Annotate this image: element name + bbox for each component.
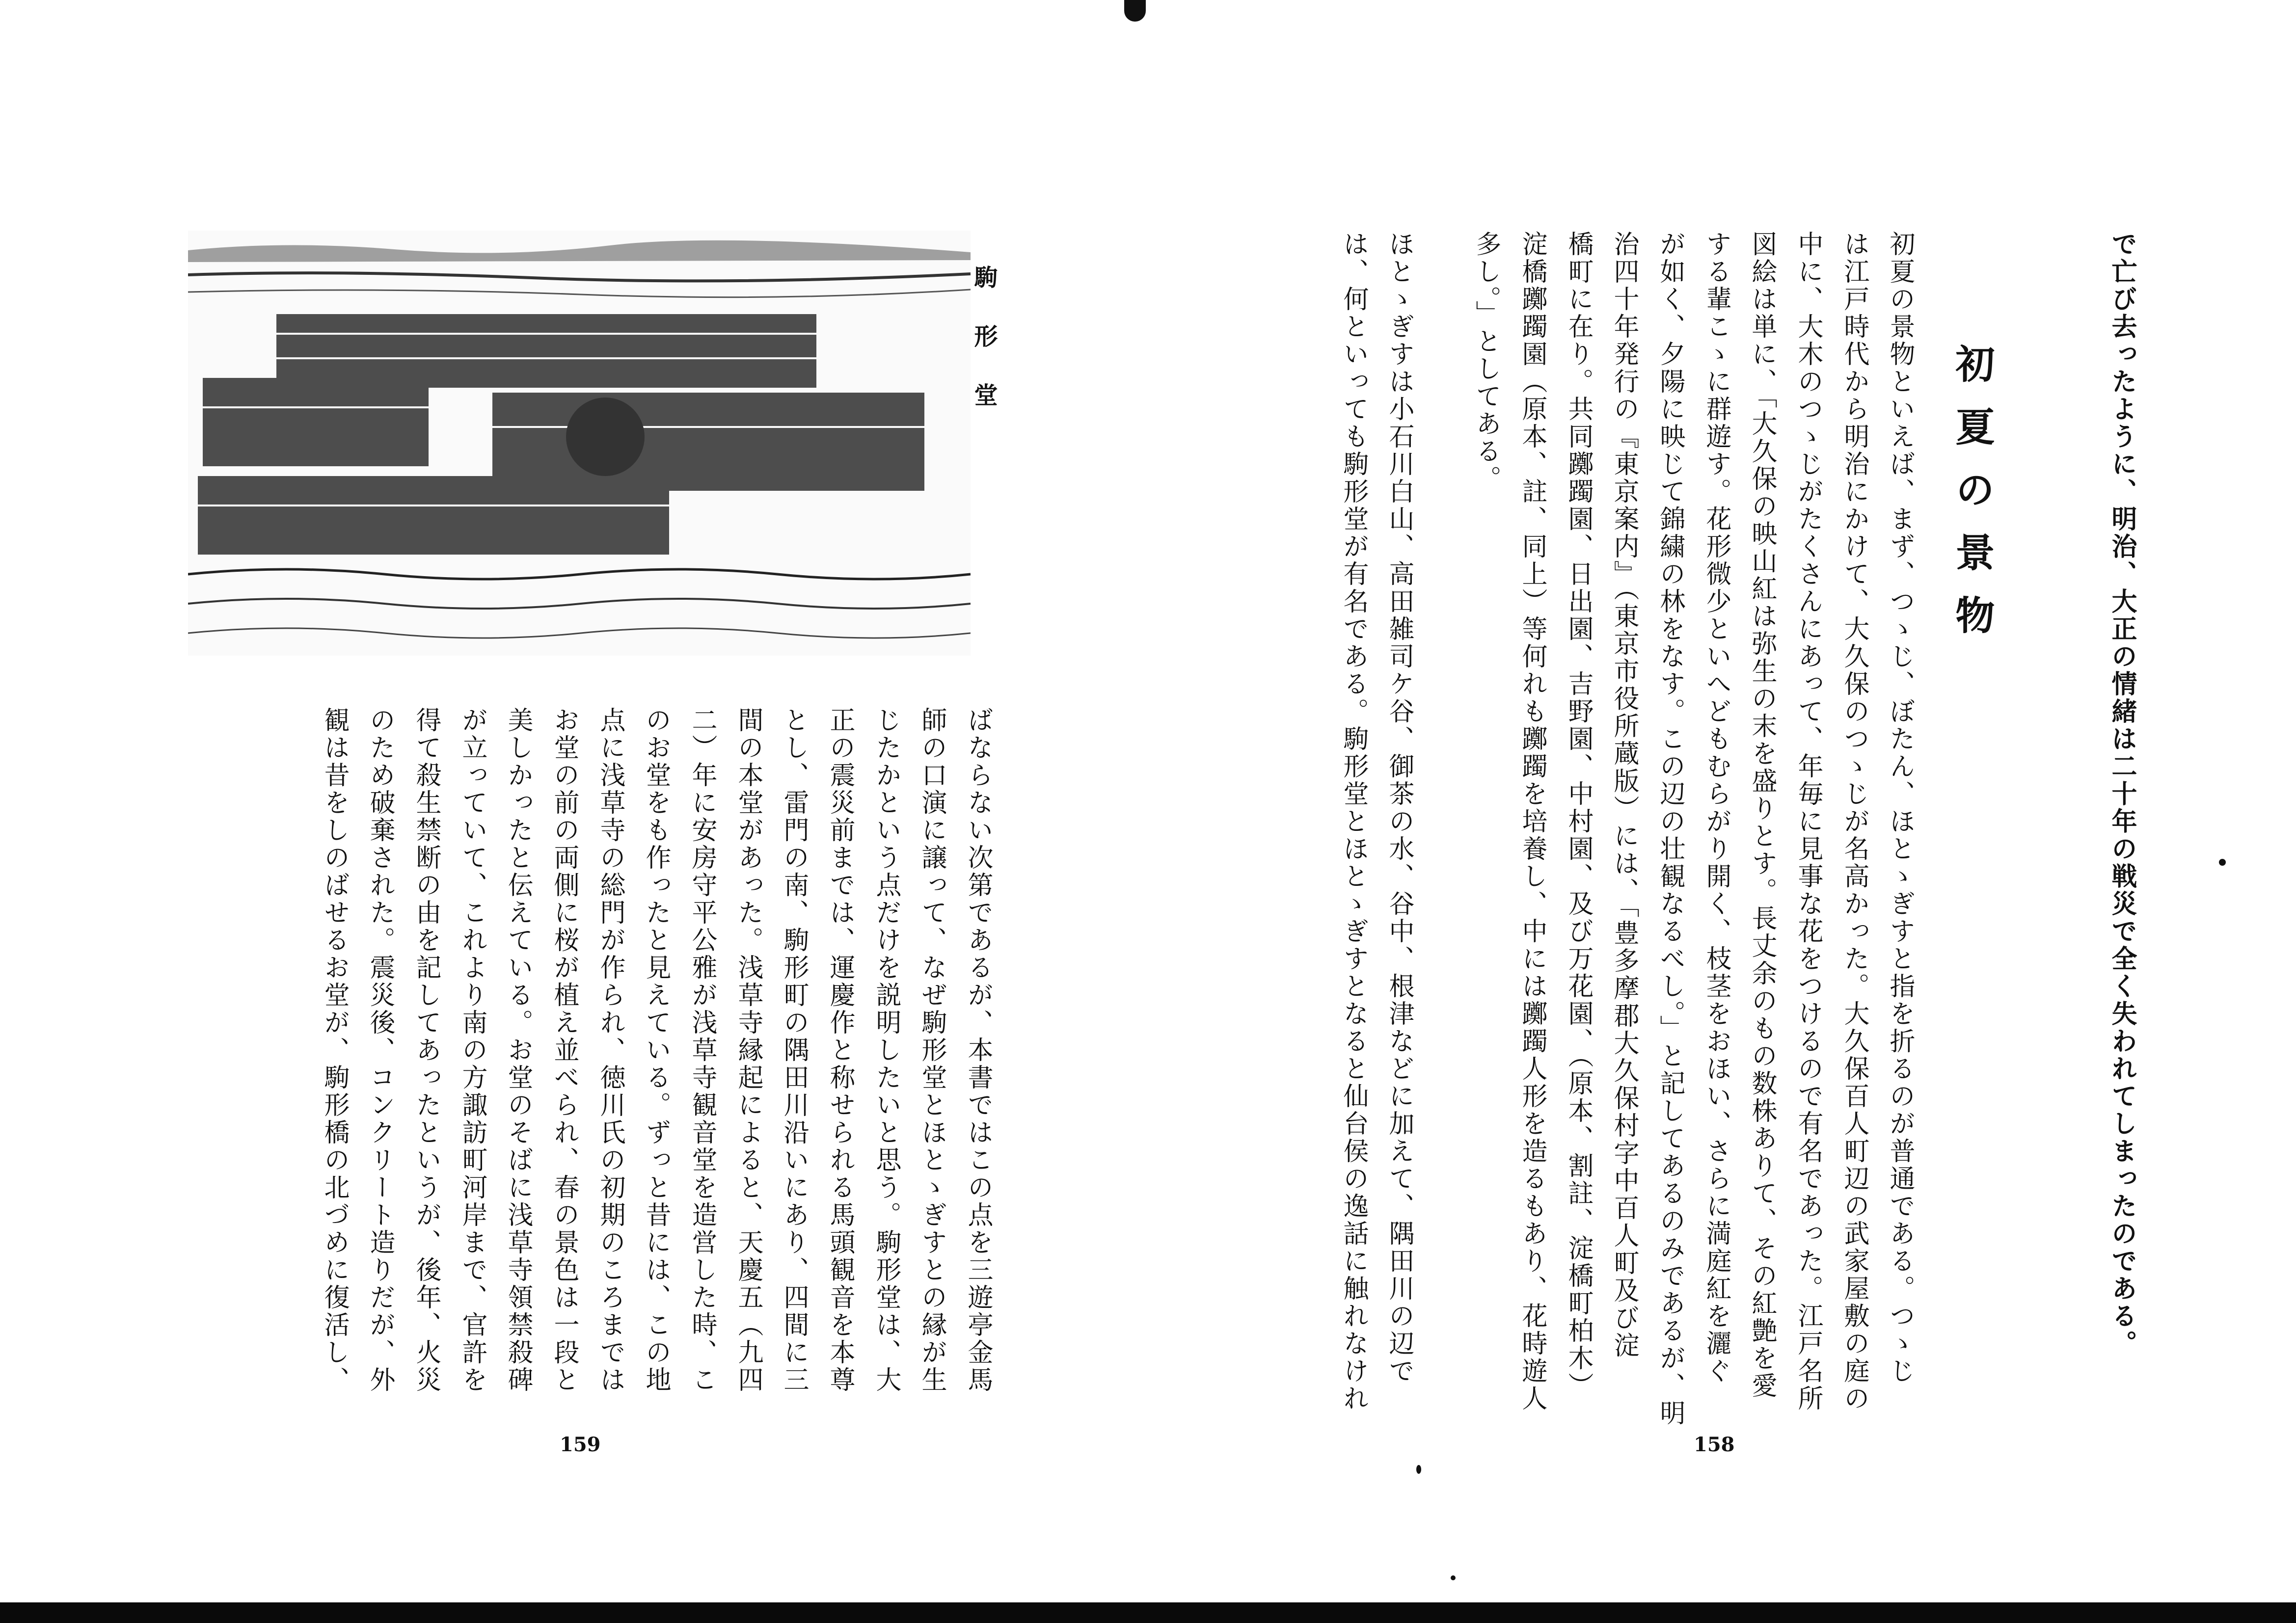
left-line-3: じたかという点だけを説明したいと思う。駒形堂は、大: [871, 707, 901, 1394]
right-line-4: 図絵は単に、「大久保の映山紅は弥生の末を盛りとす。長丈余のもの数株ありて、その紅艶を愛: [1747, 231, 1777, 1400]
right-line-6: が如く、夕陽に映じて錦繍の林をなす。この辺の壮観なるべし。」と記してあるのみであるが、明: [1655, 231, 1685, 1427]
right-line-5: する輩こゝに群遊す。花形微少といへどもむらがり開く、枝茎をおほい、さらに満庭紅を灑ぐ: [1702, 231, 1731, 1385]
right-line-10: 多し。」としてある。: [1471, 231, 1501, 493]
illustration-caption: 駒形堂: [970, 265, 998, 442]
right-line-1: 初夏の景物といえば、まず、つゝじ、ぼたん、ほとゝぎすと指を折るのが普通である。つゝじ: [1885, 231, 1915, 1385]
right-line-12: は、何といっても駒形堂が有名である。駒形堂とほとゝぎすとなると仙台侯の逸話に触れなけれ: [1339, 231, 1368, 1412]
scan-speck-mid: [1416, 1465, 1421, 1474]
left-line-1: ばならない次第であるが、本書ではこの点を三遊亭金馬: [963, 707, 993, 1394]
scan-bottom-edge: [0, 1602, 2296, 1623]
page-number-right: 158: [1694, 1433, 1735, 1456]
left-line-4: 正の震災前までは、運慶作と称せられる馬頭観音を本尊: [825, 707, 855, 1394]
right-line-3: 中に、大木のつゝじがたくさんにあって、年毎に見事な花をつけるので有名であった。江戸名所: [1793, 231, 1823, 1412]
left-line-2: 師の口演に譲って、なぜ駒形堂とほとゝぎすとの縁が生: [917, 707, 946, 1394]
left-line-11: 美しかったと伝えている。お堂のそばに浅草寺領禁殺碑: [503, 707, 533, 1394]
right-line-2: は江戸時代から明治にかけて、大久保のつゝじが名高かった。大久保百人町辺の武家屋敷の庭の: [1839, 231, 1869, 1412]
right-line-11: ほとゝぎすは小石川白山、高田雑司ケ谷、御茶の水、谷中、根津などに加えて、隅田川の辺で: [1384, 231, 1414, 1385]
section-title: 初夏の景物: [1949, 344, 1995, 658]
left-line-13: 得て殺生禁断の由を記してあったというが、後年、火災: [411, 707, 441, 1394]
komagatado-illustration: [188, 231, 971, 656]
left-line-9: 点に浅草寺の総門が作られ、徳川氏の初期のころまでは: [595, 707, 625, 1394]
left-line-15: 観は昔をしのばせるお堂が、駒形橋の北づめに復活し、: [320, 707, 349, 1394]
left-line-12: が立っていて、これより南の方諏訪町河岸まで、官許を: [458, 707, 487, 1394]
right-line-7: 治四十年発行の『東京案内』（東京市役所蔵版）には、「豊多摩郡大久保村字中百人町及び淀: [1609, 231, 1639, 1359]
scan-speck-right: [2219, 859, 2226, 866]
left-line-8: のお堂をも作ったと見えている。ずっと昔には、この地: [641, 707, 671, 1394]
right-line-9: 淀橋躑躅園（原本、註、同上）等何れも躑躅を培養し、中には躑躅人形を造るもあり、花時遊人: [1517, 231, 1547, 1412]
scan-speck-bottom: [1451, 1575, 1456, 1580]
left-line-5: とし、雷門の南、駒形町の隅田川沿いにあり、四間に三: [779, 707, 809, 1394]
page-number-left: 159: [560, 1433, 601, 1456]
left-line-10: お堂の前の両側に桜が植え並べられ、春の景色は一段と: [549, 707, 579, 1394]
left-line-6: 間の本堂があった。浅草寺縁起によると、天慶五（九四: [733, 707, 763, 1394]
right-line-8: 橋町に在り。共同躑躅園、日出園、吉野園、中村園、及び万花園、（原本、割註、淀橋町柏木）: [1564, 231, 1593, 1400]
carryover-line: で亡び去ったように、明治、大正の情緒は二十年の戦災で全く失われてしまったのである。: [2107, 231, 2137, 1357]
left-line-14: のため破棄された。震災後、コンクリート造りだが、外: [365, 707, 395, 1394]
scan-speck-top: [1124, 0, 1146, 22]
left-line-7: 二）年に安房守平公雅が浅草寺観音堂を造営した時、こ: [687, 707, 717, 1394]
